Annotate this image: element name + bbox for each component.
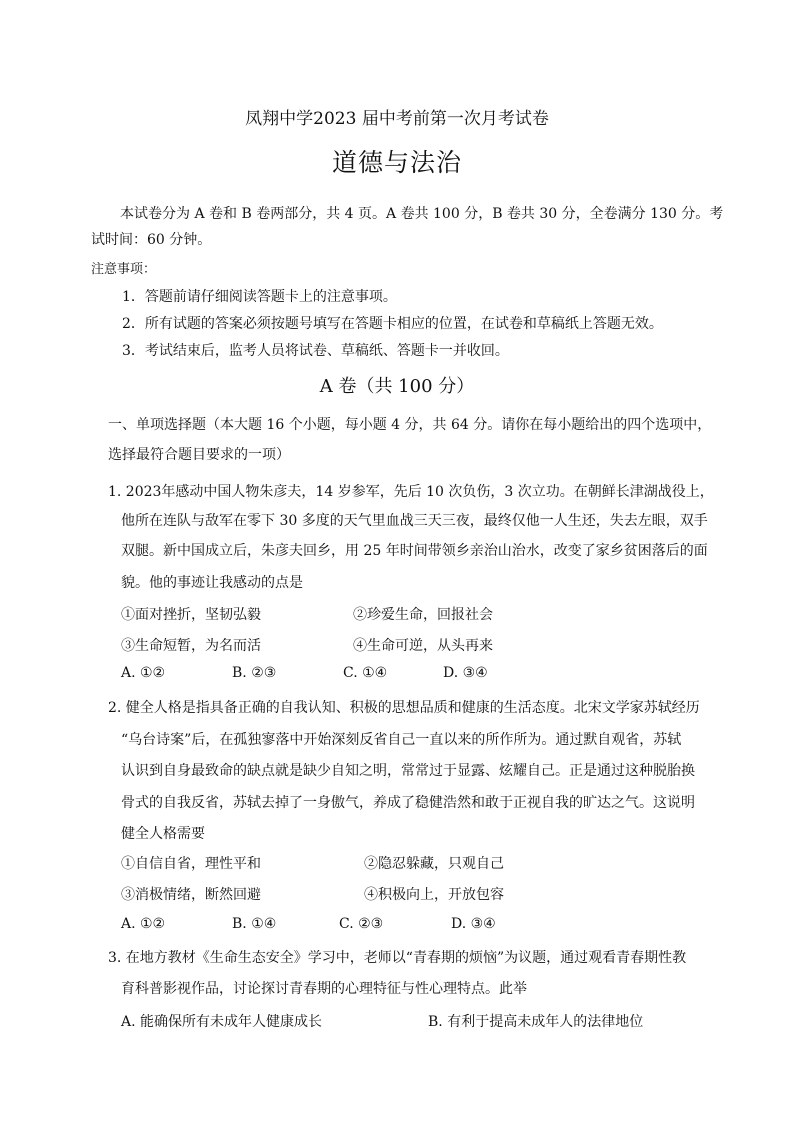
answer-option: B. ①④	[232, 916, 277, 932]
part1-instructions-line-2: 选择最符合题目要求的一项）	[108, 447, 290, 463]
statement: ③消极情绪，断然回避	[121, 887, 261, 903]
question-text: 1. 2023年感动中国人物朱彦夫，14 岁参军，先后 10 次负伤，3 次立功。在朝鲜长津湖战役上，	[108, 484, 714, 500]
statement: ②隐忍躲藏，只观自己	[364, 856, 504, 872]
answer-option: B. 有利于提高未成年人的法律地位	[428, 1014, 644, 1030]
note-item: 1．答题前请仔细阅读答题卡上的注意事项。	[122, 289, 397, 305]
question-text: 2. 健全人格是指具备正确的自我认知、积极的思想品质和健康的生活态度。北宋文学家苏轼经历	[108, 700, 700, 716]
statement: ④生命可逆，从头再来	[353, 638, 493, 654]
intro-line-1: 本试卷分为 A 卷和 B 卷两部分，共 4 页。A 卷共 100 分，B 卷共 30 分，全卷满分 130 分。考	[120, 206, 724, 222]
answer-option: B. ②③	[232, 665, 277, 681]
question-text: “乌台诗案”后，在孤独寥落中开始深刻反省自己一直以来的所作所为。通过默自观省，苏轼	[121, 732, 682, 748]
answer-option: C. ②③	[339, 916, 384, 932]
question-text: 健全人格需要	[121, 826, 205, 842]
question-text: 骨式的自我反省，苏轼去掉了一身傲气，养成了稳健浩然和敢于正视自我的旷达之气。这说明	[121, 795, 695, 811]
question-text: 貌。他的事迹让我感动的点是	[121, 575, 303, 591]
statement: ②珍爱生命，回报社会	[353, 607, 493, 623]
section-a-title: A 卷（共 100 分）	[319, 376, 475, 397]
intro-line-2: 试时间：60 分钟。	[91, 232, 212, 248]
question-text: 他所在连队与敌军在零下 30 多度的天气里血战三天三夜，最终仅他一人生还，失去左眼，双手	[121, 513, 708, 529]
question-text: 双腿。新中国成立后，朱彦夫回乡，用 25 年时间带领乡亲治山治水，改变了家乡贫困落后的面	[121, 543, 708, 559]
question-text: 3. 在地方教材《生命生态安全》学习中，老师以“青春期的烦恼”为议题，通过观看青春期性教	[108, 950, 687, 966]
answer-option: C. ①④	[343, 665, 388, 681]
statement: ①面对挫折，坚韧弘毅	[121, 607, 261, 623]
answer-option: A. ①②	[121, 665, 166, 681]
answer-option: A. ①②	[121, 916, 166, 932]
part1-instructions-line-1: 一、单项选择题（本大题 16 个小题，每小题 4 分，共 64 分。请你在每小题给出的四个选项中，	[108, 417, 712, 433]
answer-option: D. ③④	[443, 665, 488, 681]
question-text: 认识到自身最致命的缺点就是缺少自知之明，常常过于显露、炫耀自己。正是通过这种脱胎换	[121, 763, 695, 779]
notes-heading: 注意事项：	[91, 262, 157, 277]
answer-option: A. 能确保所有未成年人健康成长	[121, 1014, 323, 1030]
note-item: 3．考试结束后，监考人员将试卷、草稿纸、答题卡一并收回。	[122, 343, 509, 359]
exam-title: 凤翔中学2023 届中考前第一次月考试卷	[245, 109, 549, 129]
question-text: 育科普影视作品，讨论探讨青春期的心理特征与性心理特点。此举	[121, 981, 527, 997]
note-item: 2．所有试题的答案必须按题号填写在答题卡相应的位置，在试卷和草稿纸上答题无效。	[122, 316, 663, 332]
statement: ④积极向上，开放包容	[364, 887, 504, 903]
subject-title: 道德与法治	[331, 148, 462, 177]
statement: ③生命短暂，为名而活	[121, 638, 261, 654]
answer-option: D. ③④	[451, 916, 496, 932]
statement: ①自信自省，理性平和	[121, 856, 261, 872]
